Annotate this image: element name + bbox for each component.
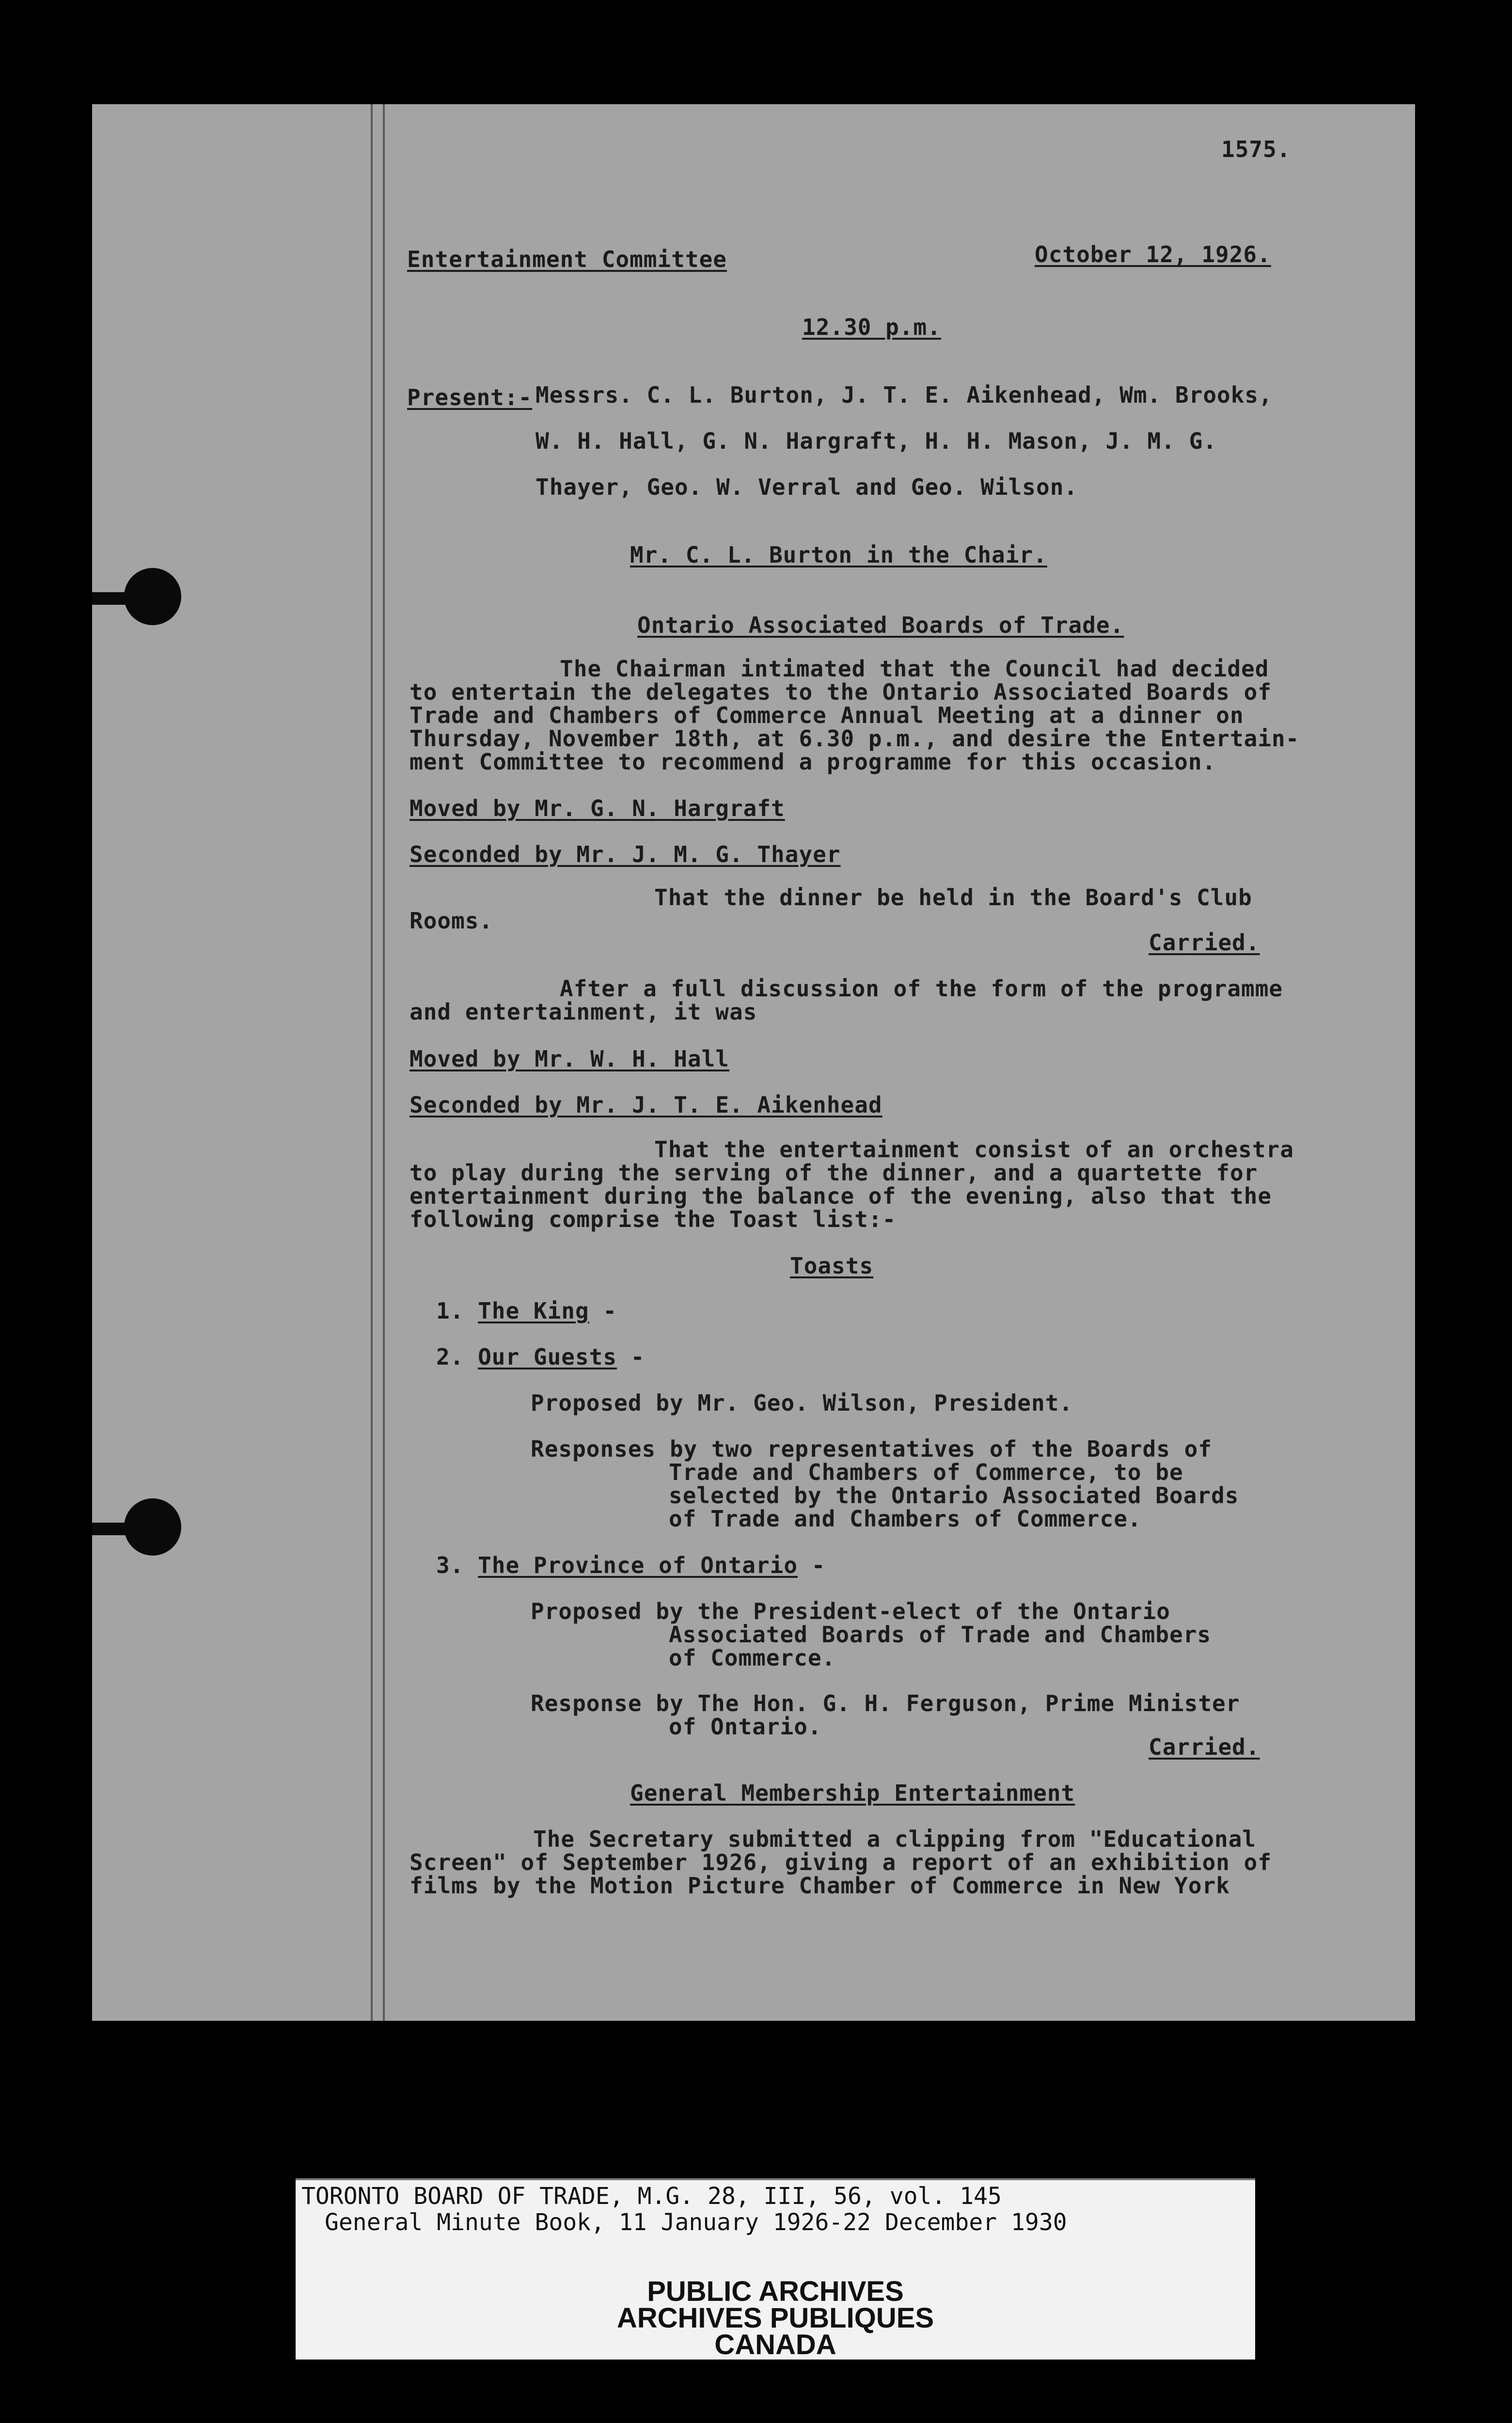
- paragraph-line: Thursday, November 18th, at 6.30 p.m., and desire the Entertain-: [410, 725, 1300, 752]
- resolution-line: Rooms.: [410, 908, 493, 934]
- archive-name: ARCHIVES PUBLIQUES: [616, 2302, 934, 2334]
- toast-item: [436, 1299, 617, 1323]
- motion-moved: Moved by Mr. W. H. Hall: [410, 1046, 729, 1072]
- toast-detail: Proposed by Mr. Geo. Wilson, President.: [531, 1390, 1073, 1416]
- paragraph-line: Trade and Chambers of Commerce Annual Meeting at a dinner on: [410, 702, 1244, 728]
- paragraph-line: and entertainment, it was: [410, 999, 757, 1025]
- toast-detail: Proposed by the President-elect of the Ontario: [531, 1598, 1170, 1624]
- resolution-line: entertainment during the balance of the evening, also that the: [410, 1183, 1272, 1209]
- resolution-line: That the entertainment consist of an orchestra: [654, 1136, 1294, 1163]
- paragraph-line: The Chairman intimated that the Council had decided: [560, 656, 1269, 682]
- archive-reference: TORONTO BOARD OF TRADE, M.G. 28, III, 56, vol. 145: [301, 2183, 1002, 2210]
- section-title: Ontario Associated Boards of Trade.: [637, 612, 1124, 638]
- motion-seconded: Seconded by Mr. J. T. E. Aikenhead: [410, 1092, 882, 1118]
- chair-line: Mr. C. L. Burton in the Chair.: [630, 542, 1047, 568]
- margin-rule: [371, 104, 373, 2021]
- archive-country: CANADA: [714, 2329, 836, 2360]
- toast-number: 3.: [436, 1552, 464, 1578]
- paragraph-line: films by the Motion Picture Chamber of Commerce in New York: [410, 1872, 1230, 1899]
- present-line: Thayer, Geo. W. Verral and Geo. Wilson.: [536, 474, 1078, 500]
- archive-label: [296, 2178, 1255, 2360]
- motion-seconded: Seconded by Mr. J. M. G. Thayer: [410, 841, 841, 867]
- committee-title: Entertainment Committee: [407, 246, 727, 272]
- toast-suffix: -: [589, 1298, 617, 1324]
- toast-suffix: -: [617, 1344, 645, 1370]
- carried-mark: Carried.: [1149, 1734, 1260, 1760]
- motion-moved: Moved by Mr. G. N. Hargraft: [410, 795, 785, 821]
- margin-rule: [383, 104, 385, 2021]
- paragraph-line: to entertain the delegates to the Ontario Associated Boards of: [410, 679, 1272, 705]
- binder-hole: [124, 568, 181, 625]
- meeting-date: October 12, 1926.: [1035, 241, 1271, 267]
- carried-mark: Carried.: [1149, 929, 1260, 956]
- toast-detail: of Ontario.: [669, 1714, 822, 1740]
- toast-detail: of Trade and Chambers of Commerce.: [669, 1506, 1142, 1532]
- archive-description: General Minute Book, 11 January 1926-22 December 1930: [325, 2209, 1067, 2236]
- toast-detail: Trade and Chambers of Commerce, to be: [669, 1459, 1183, 1485]
- toast-name: The King: [478, 1298, 589, 1324]
- paragraph-line: ment Committee to recommend a programme for this occasion.: [410, 749, 1216, 775]
- resolution-line: That the dinner be held in the Board's Club: [654, 884, 1252, 911]
- toast-detail: selected by the Ontario Associated Boards: [669, 1482, 1239, 1509]
- toast-name: Our Guests: [478, 1344, 617, 1370]
- meeting-time: 12.30 p.m.: [802, 314, 941, 340]
- paragraph-line: The Secretary submitted a clipping from "Educational: [533, 1826, 1257, 1852]
- toast-detail: Associated Boards of Trade and Chambers: [669, 1621, 1212, 1648]
- present-line: Messrs. C. L. Burton, J. T. E. Aikenhead, Wm. Brooks,: [536, 382, 1273, 408]
- paragraph-line: After a full discussion of the form of the programme: [560, 975, 1283, 1002]
- present-label: Present:-: [407, 384, 533, 410]
- section-title: General Membership Entertainment: [630, 1780, 1075, 1806]
- toast-detail: Response by The Hon. G. H. Ferguson, Prime Minister: [531, 1690, 1240, 1716]
- archive-name: PUBLIC ARCHIVES: [647, 2276, 904, 2307]
- toast-item: [436, 1345, 645, 1369]
- resolution-line: following comprise the Toast list:-: [410, 1206, 897, 1232]
- toast-suffix: -: [798, 1552, 826, 1578]
- toast-detail: Responses by two representatives of the Boards of: [531, 1436, 1213, 1462]
- toast-number: 1.: [436, 1298, 464, 1324]
- toast-name: The Province of Ontario: [478, 1552, 798, 1578]
- paragraph-line: Screen" of September 1926, giving a report of an exhibition of: [410, 1849, 1272, 1875]
- page-number: 1575.: [1221, 136, 1291, 162]
- toast-number: 2.: [436, 1344, 464, 1370]
- toast-item: [436, 1553, 825, 1577]
- minute-book-page: [92, 104, 1415, 2021]
- toasts-title: Toasts: [790, 1253, 874, 1279]
- toast-detail: of Commerce.: [669, 1645, 836, 1671]
- present-line: W. H. Hall, G. N. Hargraft, H. H. Mason, J. M. G.: [536, 428, 1217, 454]
- binder-hole: [124, 1498, 181, 1556]
- resolution-line: to play during the serving of the dinner, and a quartette for: [410, 1160, 1258, 1186]
